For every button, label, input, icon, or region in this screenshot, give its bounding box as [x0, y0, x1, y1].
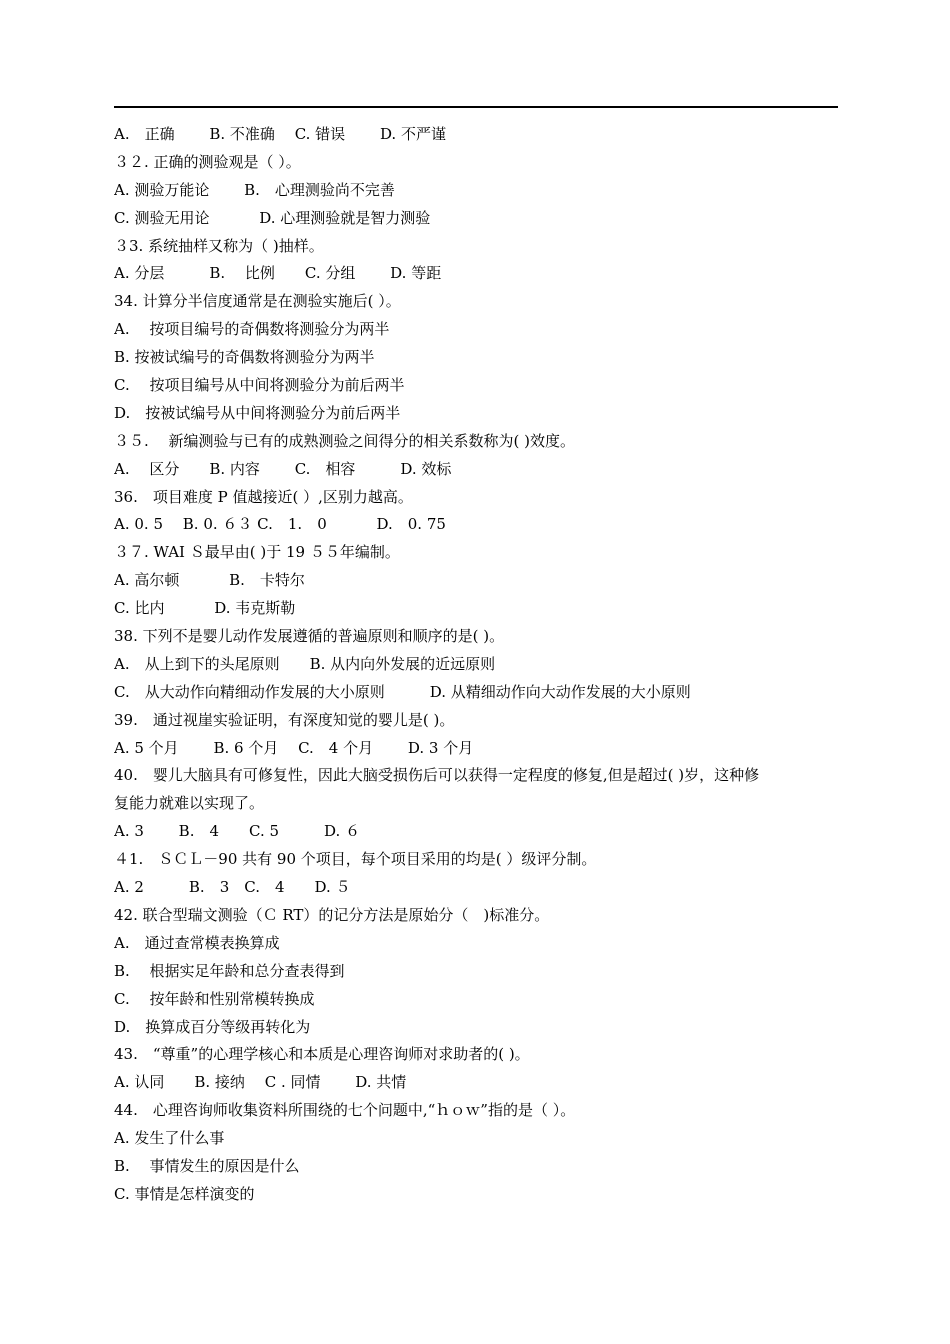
text-line: A. 通过查常模表换算成: [114, 933, 280, 952]
text-line: 36. 项目难度 P 值越接近( ）,区别力越高。: [114, 487, 413, 506]
text-line: A. 认同 B. 接纳 C . 同情 D. 共情: [114, 1073, 407, 1092]
text-line: C. 比内 D. 韦克斯勒: [114, 599, 296, 618]
text-line: C. 按年龄和性别常模转换成: [114, 989, 315, 1008]
text-line: C. 从大动作向精细动作发展的大小原则 D. 从精细动作向大动作发展的大小原则: [114, 682, 691, 701]
text-line: 复能力就难以实现了。: [114, 794, 265, 813]
text-line: 42. 联合型瑞文测验（Ｃ RT）的记分方法是原始分（ )标准分。: [114, 905, 550, 924]
text-line: A. 分层 B. 比例 C. 分组 D. 等距: [114, 264, 442, 283]
text-line: ３７. WAI Ｓ最早由( )于 19 ５５年编制。: [114, 543, 400, 562]
text-line: ４1. ＳＣＬ－90 共有 90 个项目，每个项目采用的均是( ）级评分制。: [114, 850, 597, 869]
text-line: A. 正确 B. 不准确 C. 错误 D. 不严谨: [114, 125, 446, 143]
text-line: A. 从上到下的头尾原则 B. 从内向外发展的近远原则: [114, 654, 496, 673]
text-line: 40. 婴儿大脑具有可修复性，因此大脑受损伤后可以获得一定程度的修复,但是超过( )岁，这种修: [114, 766, 760, 785]
text-line: A. 5 个月 B. 6 个月 C. 4 个月 D. 3 个月: [114, 738, 474, 757]
text-line: A. 发生了什么事: [114, 1129, 225, 1148]
text-line: C. 事情是怎样演变的: [114, 1184, 255, 1203]
text-line: ３3. 系统抽样又称为（ )抽样。: [114, 236, 324, 255]
text-line: B. 事情发生的原因是什么: [114, 1156, 300, 1175]
text-line: ３５. 新编测验与已有的成熟测验之间得分的相关系数称为( )效度。: [114, 431, 576, 450]
text-line: A. 测验万能论 B. 心理测验尚不完善: [114, 180, 395, 199]
header-rule: [114, 106, 838, 108]
text-line: A. 区分 B. 内容 C. 相容 D. 效标: [114, 459, 452, 478]
text-line: 34. 计算分半信度通常是在测验实施后( ）。: [114, 292, 401, 311]
text-line: D. 按被试编号从中间将测验分为前后两半: [114, 403, 401, 422]
text-line: A. 2 B. 3 C. 4 D. ５: [114, 878, 351, 897]
text-line: C. 测验无用论 D. 心理测验就是智力测验: [114, 208, 431, 227]
text-line: ３２. 正确的测验观是（ ）。: [114, 152, 301, 171]
text-line: 39. 通过视崖实验证明，有深度知觉的婴儿是( )。: [114, 710, 455, 729]
text-line: B. 按被试编号的奇偶数将测验分为两半: [114, 348, 375, 367]
text-line: B. 根据实足年龄和总分查表得到: [114, 961, 345, 980]
text-line: D. 换算成百分等级再转化为: [114, 1017, 311, 1036]
text-line: 43. “尊重”的心理学核心和本质是心理咨询师对求助者的( )。: [114, 1045, 530, 1064]
text-line: A. 0. 5 B. 0. ６３ C. 1. 0 D. 0. 75: [114, 515, 446, 534]
text-line: A. 高尔顿 B. 卡特尔: [114, 571, 305, 590]
text-line: A. 按项目编号的奇偶数将测验分为两半: [114, 320, 390, 339]
text-line: A. 3 B. 4 C. 5 D. ６: [114, 822, 361, 841]
question-list: [114, 121, 838, 1209]
text-line: 38. 下列不是婴儿动作发展遵循的普遍原则和顺序的是( )。: [114, 627, 505, 646]
text-line: 44. 心理咨询师收集资料所围绕的七个问题中,“ｈｏｗ”指的是（ ）。: [114, 1101, 576, 1120]
text-line: C. 按项目编号从中间将测验分为前后两半: [114, 376, 405, 395]
